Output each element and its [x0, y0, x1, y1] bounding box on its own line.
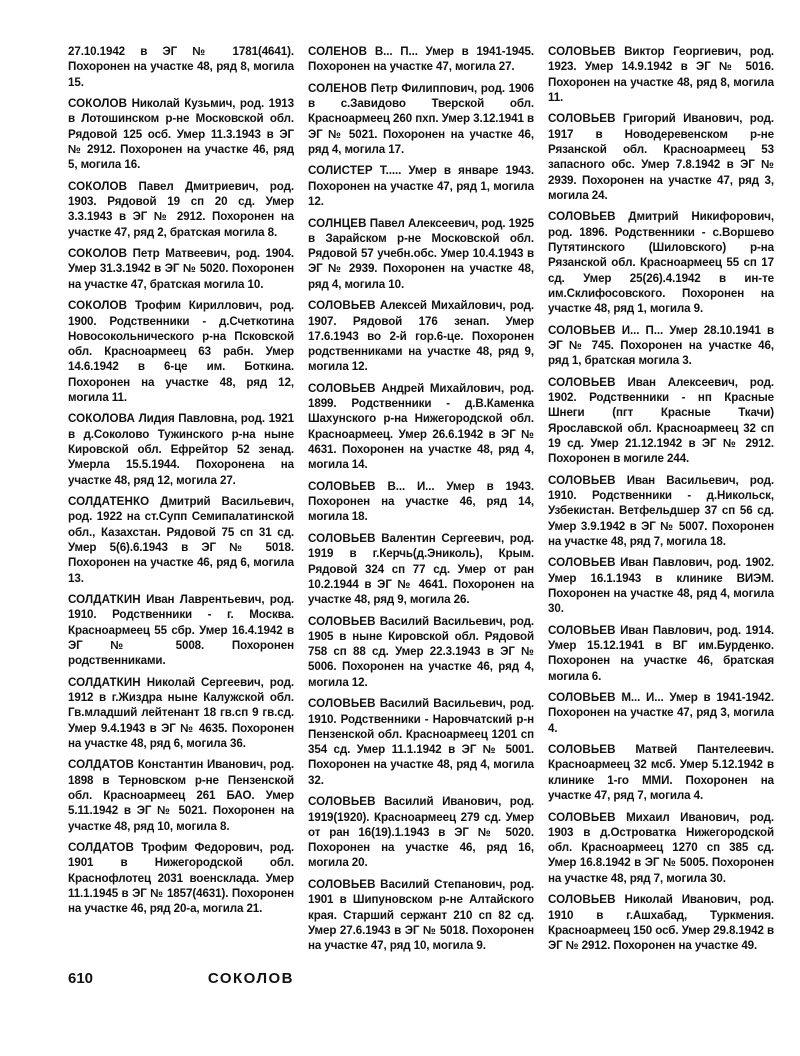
entry-surname: СОЛОВЬЕВ — [308, 531, 376, 545]
entry-text: Павел Дмитриевич, род. 1903. Рядовой 19 сп 20 сд. Умер 3.3.1943 в ЭГ № 2912. Похоронен на участке 47, ряд 2, братская могила 8. — [68, 179, 294, 239]
entry-surname: СОЛОВЬЕВ — [308, 697, 376, 711]
entry-text: Т..... Умер в январе 1943. Похоронен на участке 47, ряд 1, могила 12. — [308, 164, 534, 209]
entry-surname: СОЛОВЬЕВ — [308, 479, 376, 493]
entry — [68, 592, 294, 668]
entry-surname: СОЛОВЬЕВ — [308, 381, 376, 395]
entry-surname: СОЛОВЬЕВ — [308, 877, 376, 891]
entry — [68, 675, 294, 751]
entry — [548, 555, 774, 616]
entry-text: Иван Павлович, род. 1914. Умер 15.12.1941 в ВГ им.Бурденко. Похоронен на участке 46, братская могила 6. — [548, 623, 774, 683]
entry-text: Иван Васильевич, род. 1910. Родственники - д.Никольск, Узбекистан. Ветфельдшер 37 сп 56 сд. Умер 3.9.1942 в ЭГ № 5007. Похоронен на участке 48, ряд 7, могила 18. — [548, 473, 774, 548]
entry-text: И... П... Умер 28.10.1941 в ЭГ № 745. Похоронен на участке 46, ряд 1, братская могила 3. — [548, 323, 774, 368]
entry — [308, 696, 534, 788]
entry-surname: СОЛДАТОВ — [68, 841, 134, 855]
entry-surname: СОЛОВЬЕВ — [548, 210, 616, 224]
entry — [308, 81, 534, 157]
entry — [308, 381, 534, 473]
entry — [548, 44, 774, 105]
entry-surname: СОЛОВЬЕВ — [308, 614, 376, 628]
entry-text: Петр Матвеевич, род. 1904. Умер 31.3.1942 в ЭГ № 5020. Похоронен на участке 47, братская могила 10. — [68, 247, 294, 291]
entry — [548, 892, 774, 953]
entry — [68, 494, 294, 586]
entry-text: 27.10.1942 в ЭГ № 1781(4641). Похоронен на участке 48, ряд 8, могила 15. — [68, 45, 294, 89]
entry — [548, 623, 774, 684]
entry-surname: СОЛОВЬЕВ — [548, 556, 616, 570]
entry-surname: СОЛОВЬЕВ — [548, 45, 616, 58]
entry — [548, 209, 774, 316]
entry-text: Трофим Кириллович, род. 1900. Родственники - д.Счеткотина Новосокольнического р-на Псковской обл. Красноармеец 63 рабн. Умер 14.6.1942 в 6-це им. Боткина. Похоронен на участке 48, ряд 12, могила 11. — [68, 299, 294, 404]
entry-text: Виктор Георгиевич, род. 1923. Умер 14.9.1942 в ЭГ № 5016. Похоронен на участке 48, ряд 8, могила 11. — [548, 45, 774, 104]
entry-text: Иван Алексеевич, род. 1902. Родственники - нп Красные Шнеги (пгт Красные Ткачи) Ярославской обл. Красноармеец 32 сп 19 сд. Умер 21.12.1942 в ЭГ № 2912. Похоронен в могиле 244. — [548, 375, 774, 466]
column-1 — [68, 44, 294, 923]
entry-text: Иван Лаврентьевич, род. 1910. Родственники - г. Москва. Красноармеец 55 сбр. Умер 16.4.1942 в ЭГ № 5008. Похоронен родственниками. — [68, 593, 294, 668]
entry-text: Василий Иванович, род. 1919(1920). Красноармеец 279 сд. Умер от ран 16(19).1.1943 в ЭГ № 5020. Похоронен на участке 46, ряд 16, могила 20. — [308, 795, 534, 870]
entry — [308, 794, 534, 870]
running-head: СОКОЛОВ — [207, 970, 294, 987]
entry-text: Василий Васильевич, род. 1905 в ныне Кировской обл. Рядовой 758 сп 88 сд. Умер 22.3.1943 в ЭГ № 5006. Похоронен на участке 46, ряд 4, могила 12. — [308, 614, 534, 689]
entry-text: В... И... Умер в 1943. Похоронен на участке 46, ряд 14, могила 18. — [308, 479, 534, 524]
entry-surname: СОЛДАТЕНКО — [68, 495, 150, 509]
entry-text: Лидия Павловна, род. 1921 в д.Соколово Тужинского р-на ныне Кировской обл. Ефрейтор 52 зенад. Умерла 15.5.1944. Похоронена на участке 48, ряд 12, могила 27. — [68, 412, 294, 487]
entry-text: Василий Степанович, род. 1901 в Шипуновском р-не Алтайского края. Старший сержант 210 сп 82 сд. Умер 27.6.1943 в ЭГ № 5018. Похоронен на участке 47, ряд 10, могила 9. — [308, 877, 534, 953]
entry-text: Николай Кузьмич, род. 1913 в Лотошинском р-не Московской обл. Рядовой 125 осб. Умер 11.3.1943 в ЭГ № 2912. Похоронен на участке 46, ряд 5, могила 16. — [68, 97, 294, 172]
entry-text: Валентин Сергеевич, род. 1919 в г.Керчь(д.Эниколь), Крым. Рядовой 324 сп 77 сд. Умер от ран 10.2.1944 в ЭГ № 4641. Похоронен на участке 48, ряд 9, могила 26. — [308, 531, 534, 607]
entry-surname: СОЛОВЬЕВ — [548, 473, 616, 487]
entry-surname: СОКОЛОВ — [68, 247, 128, 261]
entry — [68, 44, 294, 90]
entry — [548, 375, 774, 467]
entry — [68, 179, 294, 240]
entry-surname: СОЛИСТЕР — [308, 164, 373, 178]
column-2 — [308, 44, 534, 960]
entry — [68, 840, 294, 916]
column-3 — [548, 44, 774, 960]
entry-text: Дмитрий Васильевич, род. 1922 на ст.Супп Семипалатинской обл., Казахстан. Рядовой 75 сп 31 сд. Умер 5(6).6.1943 в ЭГ № 5018. Похоронен на участке 46, ряд 6, могила 13. — [68, 495, 294, 585]
entry — [548, 810, 774, 886]
entry-surname: СОЛДАТКИН — [68, 675, 141, 689]
entry — [308, 216, 534, 292]
entry-text: Николай Иванович, род. 1910 в г.Ашхабад, Туркмения. Красноармеец 150 осб. Умер 29.8.1942 в ЭГ № 2912. Похоронен на участке 49. — [548, 893, 774, 953]
entry — [308, 531, 534, 607]
entry-surname: СОЛОВЬЕВ — [548, 691, 616, 705]
entry — [308, 163, 534, 209]
entry — [68, 96, 294, 172]
entry-surname: СОКОЛОВ — [68, 299, 128, 313]
entry — [308, 479, 534, 525]
entry-text: Андрей Михайлович, род. 1899. Родственники - д.В.Каменка Шахунского р-на Нижегородской обл. Красноармеец. Умер 26.6.1942 в ЭГ № 4631. Похоронен на участке 48, ряд 4, могила 14. — [308, 381, 534, 472]
entry — [68, 757, 294, 833]
entry — [548, 111, 774, 203]
entry-text: М... И... Умер в 1941-1942. Похоронен на участке 47, ряд 3, могила 4. — [548, 691, 774, 735]
entry-text: Иван Павлович, род. 1902. Умер 16.1.1943 в клинике ВИЭМ. Похоронен на участке 48, ряд 4, могила 30. — [548, 556, 774, 616]
entry-text: Матвей Пантелеевич. Красноармеец 32 мсб. Умер 5.12.1942 в клинике 1-го ММИ. Похоронен на участке 47, ряд 7, могила 4. — [548, 743, 774, 803]
entry — [548, 323, 774, 369]
entry-text: Михаил Иванович, род. 1903 в д.Островатка Нижегородской обл. Красноармеец 1270 сп 385 сд. Умер 16.8.1942 в ЭГ № 5005. Похоронен на участке 48, ряд 7, могила 30. — [548, 810, 774, 885]
entry — [308, 614, 534, 690]
entry-text: Павел Алексеевич, род. 1925 в Зарайском р-не Московской обл. Рядовой 57 учебн.обс. Умер 10.4.1943 в ЭГ № 2939. Похоронен на участке 48, ряд 4, могила 10. — [308, 216, 534, 291]
entry-surname: СОЛОВЬЕВ — [548, 323, 616, 337]
entry-text: Дмитрий Никифорович, род. 1896. Родственники - с.Воршево Путятинского (Шиловского) р-на Рязанской обл. Красноармеец 55 сп 17 сд. Умер 25(26).4.1942 в ин-те им.Склифосовского. Похоронен на участке 48, ряд 1, могила 9. — [548, 210, 774, 316]
entry-surname: СОЛОВЬЕВ — [548, 810, 616, 824]
entry-surname: СОЛЕНОВ — [308, 81, 368, 95]
entry — [308, 44, 534, 75]
entry-text: Трофим Федорович, род. 1901 в Нижегородской обл. Краснофлотец 2031 военсклада. Умер 11.1.1945 в ЭГ № 1857(4631). Похоронен на участке 46, ряд 20-а, могила 21. — [68, 841, 294, 916]
entry-surname: СОЛОВЬЕВ — [548, 623, 616, 637]
entry-surname: СОЛОВЬЕВ — [548, 112, 616, 126]
entry — [308, 877, 534, 953]
entry-surname: СОЛОВЬЕВ — [548, 743, 616, 757]
entry-text: Петр Филиппович, род. 1906 в с.Завидово Тверской обл. Красноармеец 260 пхп. Умер 3.12.1941 в ЭГ № 5021. Похоронен на участке 46, ряд 4, могила 17. — [308, 81, 534, 156]
entry-surname: СОЛОВЬЕВ — [308, 795, 376, 809]
entry — [548, 690, 774, 736]
entry-surname: СОЛОВЬЕВ — [548, 893, 616, 907]
entry — [68, 411, 294, 487]
entry-text: Григорий Иванович, род. 1917 в Новодеревенском р-не Рязанской обл. Красноармеец 53 запасного обс. Умер 7.8.1942 в ЭГ № 2939. Похоронен на участке 47, ряд 3, могила 24. — [548, 112, 774, 202]
entry-text: Николай Сергеевич, род. 1912 в г.Жиздра ныне Калужской обл. Гв.младший лейтенант 18 гв.сп 9 гв.сд. Умер 9.4.1943 в ЭГ № 4635. Похоронен на участке 48, ряд 6, могила 36. — [68, 675, 294, 750]
page-footer — [68, 970, 294, 987]
entry-text: Алексей Михайлович, род. 1907. Рядовой 176 зенап. Умер 17.6.1943 во 2-й гор.6-це. Похоронен родственниками на участке 48, ряд 9, могила 12. — [308, 299, 534, 374]
entry-surname: СОКОЛОВА — [68, 412, 136, 426]
entry-surname: СОЛДАТКИН — [68, 593, 141, 607]
page-number: 610 — [68, 970, 94, 987]
entry-surname: СОЛДАТОВ — [68, 758, 134, 772]
entry — [308, 298, 534, 374]
entry-surname: СОКОЛОВ — [68, 97, 128, 111]
entry — [68, 298, 294, 405]
entry-text: Константин Иванович, род. 1898 в Терновском р-не Пензенской обл. Красноармеец 261 БАО. Умер 5.11.1942 в ЭГ № 5021. Похоронен на участке 48, ряд 10, могила 8. — [68, 758, 294, 833]
entry-surname: СОЛНЦЕВ — [308, 216, 367, 230]
entry-surname: СОЛЕНОВ — [308, 45, 368, 58]
entry-surname: СОКОЛОВ — [68, 179, 128, 193]
entry — [548, 742, 774, 803]
entry-text: Василий Васильевич, род. 1910. Родственники - Наровчатский р-н Пензенской обл. Красноармеец 1201 сп 354 сд. Умер 11.1.1942 в ЭГ № 5001. Похоронен на участке 48, ряд 4, могила 32. — [308, 697, 534, 787]
entry-surname: СОЛОВЬЕВ — [308, 299, 376, 313]
entry-surname: СОЛОВЬЕВ — [548, 375, 616, 389]
entry — [68, 246, 294, 292]
entry — [548, 473, 774, 549]
entry-text: В... П... Умер в 1941-1945. Похоронен на участке 47, могила 27. — [308, 45, 534, 74]
